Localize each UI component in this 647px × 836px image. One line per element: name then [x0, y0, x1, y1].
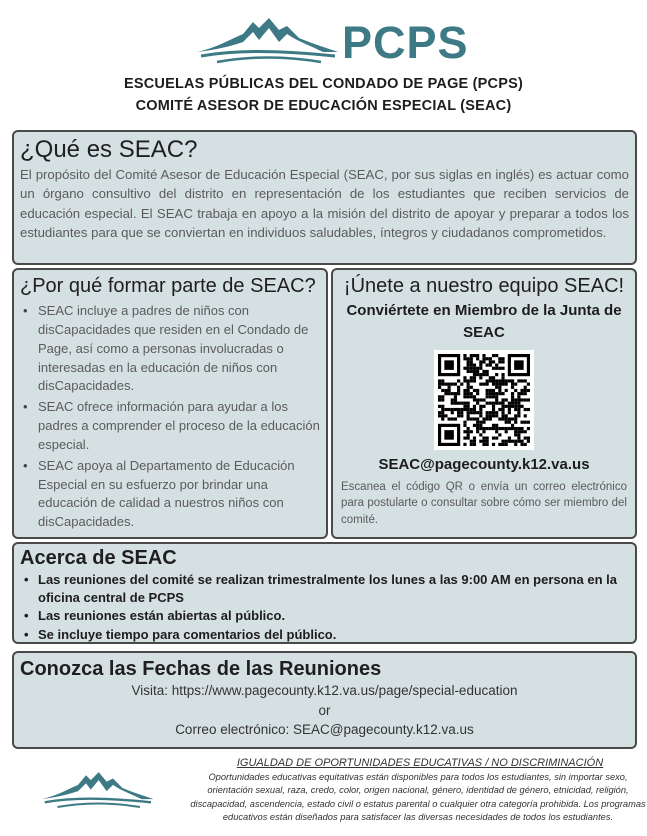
page-title-line1: ESCUELAS PÚBLICAS DEL CONDADO DE PAGE (PCPS)	[124, 76, 523, 92]
footer-mountain-logo-icon	[40, 767, 155, 809]
or-separator: or	[318, 702, 331, 718]
what-is-seac-body: El propósito del Comité Asesor de Educación Especial (SEAC, por sus siglas en inglés) es actuar como un órgano consultivo del distrito en representación de los estudiantes que reciben servicios de educación especial. El SEAC trabaja en apoyo a la misión del distrito de apoyar y preparar a todos los estudiantes para que se conviertan en individuos saludables, íntegros y ciudadanos comprometidos.	[20, 166, 629, 241]
footer-text: Oportunidades educativas equitativas están disponibles para todos los estudiantes, sin importar sexo, orientación sexual, raza, credo, color, origen nacional, género, identidad de género, etnicidad, religión, discapacidad, ascendencia, estado civil o estatus parental o cualquier otra categoría prohibida. Los programas educativos están diseñados para satisfacer las diversas necesidades de todos los estudiantes.	[190, 772, 646, 823]
bullet-icon: •	[23, 457, 28, 473]
bullet-icon: •	[24, 608, 29, 624]
join-email-link[interactable]: SEAC@pagecounty.k12.va.us	[378, 455, 590, 473]
bullet-icon: •	[24, 572, 29, 587]
why-join-heading: ¿Por qué formar parte de SEAC?	[20, 275, 316, 297]
about-seac-list	[20, 571, 629, 644]
qr-code-icon	[438, 354, 530, 446]
list-item: • Las reuniones están abiertas al público.	[20, 607, 629, 625]
logo-wordmark: PCPS	[342, 17, 469, 68]
bullet-icon: •	[23, 303, 28, 318]
bullet-icon: •	[24, 626, 29, 642]
page-title-line2: COMITÉ ASESOR DE EDUCACIÓN ESPECIAL (SEAC)	[135, 98, 512, 114]
join-team-heading: ¡Únete a nuestro equipo SEAC!	[343, 275, 625, 297]
about-seac-heading: Acerca de SEAC	[20, 547, 177, 569]
meeting-dates-heading: Conozca las Fechas de las Reuniones	[20, 658, 382, 680]
contact-email-link[interactable]: Correo electrónico: SEAC@pagecounty.k12.va.us	[175, 722, 474, 738]
join-note: Escanea el código QR o envía un correo electrónico para postularte o consultar sobre cómo ser miembro del comité.	[341, 480, 627, 526]
footer-title: IGUALDAD DE OPORTUNIDADES EDUCATIVAS / NO DISCRIMINACIÓN	[236, 757, 604, 769]
why-join-list	[20, 302, 320, 532]
what-is-seac-section	[12, 130, 637, 265]
join-team-section	[331, 268, 637, 539]
page-header	[0, 0, 647, 124]
list-item: • SEAC apoya al Departamento de Educación Especial en su esfuerzo por brindar una educación de calidad a nuestros niños con disCapacidades.	[23, 457, 295, 530]
list-item: • Se incluye tiempo para comentarios del público.	[20, 626, 629, 644]
mountain-logo-icon	[195, 12, 340, 64]
visit-website-link[interactable]: Visita: https://www.pagecounty.k12.va.us/page/special-education	[131, 683, 518, 698]
list-item: • Las reuniones del comité se realizan trimestralmente los lunes a las 9:00 AM en persona en la oficina central de PCPS	[24, 572, 617, 606]
about-seac-section	[12, 542, 637, 644]
list-item: • SEAC ofrece información para ayudar a los padres a comprender el proceso de la educación especial.	[23, 399, 320, 452]
why-join-section	[12, 268, 328, 539]
bullet-icon: •	[23, 399, 28, 415]
join-team-subheading: Conviértete en Miembro de la Junta de SEAC	[346, 302, 622, 341]
meeting-dates-section	[12, 651, 637, 749]
qr-code[interactable]	[434, 350, 534, 450]
list-item: • SEAC incluye a padres de niños con disCapacidades que residen en el Condado de Page, así como a personas involucradas o interesadas en la educación de niños con disCapacidades.	[23, 303, 309, 394]
what-is-seac-heading: ¿Qué es SEAC?	[20, 136, 198, 163]
